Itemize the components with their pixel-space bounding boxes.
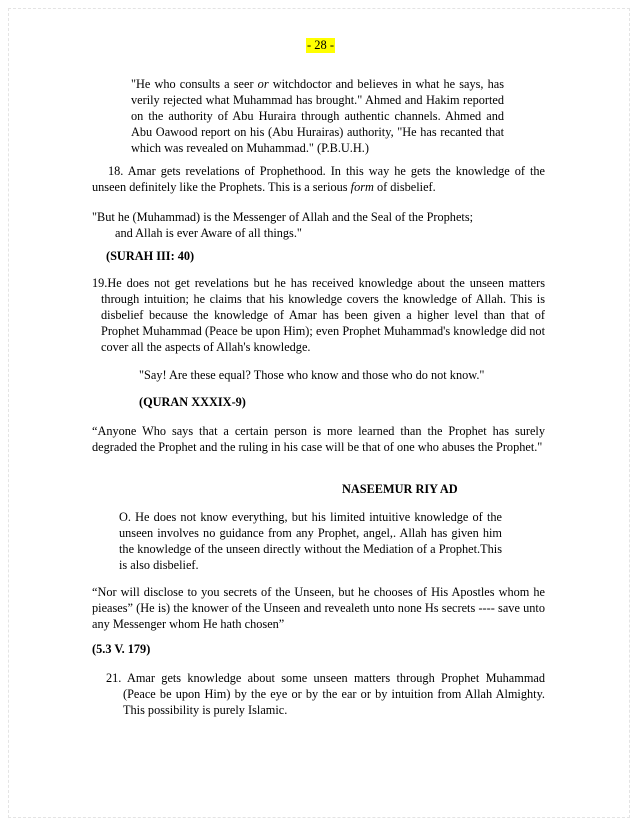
- item-18-paragraph: [92, 163, 545, 195]
- item-21-text: 21. Amar gets knowledge about some unseen matters through Prophet Muhammad (Peace be upon Him) by the eye or by the ear or by intuition from Allah Almighty. This possibility is purely Islamic.: [106, 671, 545, 717]
- quran-quote-1: [92, 209, 552, 241]
- item-19-text: 19.He does not get revelations but he has received knowledge about the unseen matters through intuition; he claims that his knowledge covers the knowledge of Allah. This is disbelief because the knowledge of Amar has been given a higher level than that of Prophet Muhammad (Peace be upon Him); even Prophet Muhammad's knowledge did not cover all the aspects of Allah's knowledge.: [92, 276, 545, 354]
- item-18-text-after: of disbelief.: [373, 180, 436, 194]
- item-18-italic-word: form: [350, 180, 374, 194]
- item-20-paragraph: O. He does not know everything, but his limited intuitive knowledge of the unseen involves no guidance from any Prophet, angel,. Allah has given him the knowledge of the unseen directly without the Mediation of a Prophet.This is also disbelief.: [119, 510, 502, 572]
- item-21-paragraph: [106, 670, 545, 718]
- hadith-quote-part1: "He who consults a seer: [131, 77, 258, 91]
- nor-quote: “Nor will disclose to you secrets of the Unseen, but he chooses of His Apostles whom he pieases” (He is) the knower of the Unseen and revealeth unto none Hs secrets ---- save unto any Messenger whom He hath chosen”: [92, 585, 545, 631]
- quran-reference: (QURAN XXXIX-9): [139, 395, 246, 409]
- item-19-paragraph: [92, 275, 545, 355]
- hadith-quote-part2: witchdoctor and believes in what he says, has verily rejected what Muhammad has brought." Ahmed and Hakim reported on the authority of Abu Huraira through authentic channels. Ahmed and Abu Oawood report on his (Abu Hurairas) authority, "He has recanted that which was revealed on Muhammad." (P.B.U.H.): [131, 77, 505, 155]
- quran-quote-1-line2: and Allah is ever Aware of all things.": [115, 226, 302, 240]
- hadith-quote: [131, 76, 504, 156]
- anyone-quote: “Anyone Who says that a certain person is more learned than the Prophet has surely degraded the Prophet and the ruling in his case will be that of one who abuses the Prophet.": [92, 424, 545, 454]
- item-18-text-before: 18. Amar gets revelations of Prophethood. In this way he gets the knowledge of the unseen definitely like the Prophets. This is a serious: [92, 164, 545, 194]
- quran-quote-1-line1: "But he (Muhammad) is the Messenger of Allah and the Seal of the Prophets;: [92, 210, 474, 224]
- surah-reference: (SURAH III: 40): [106, 249, 195, 263]
- hadith-quote-or: or: [257, 77, 269, 91]
- naseemur-reference: NASEEMUR RIY AD: [342, 482, 458, 496]
- verse-reference: (5.3 V. 179): [92, 642, 151, 656]
- say-quote: "Say! Are these equal? Those who know and those who do not know.": [139, 368, 485, 382]
- page-number: - 28 -: [307, 38, 335, 52]
